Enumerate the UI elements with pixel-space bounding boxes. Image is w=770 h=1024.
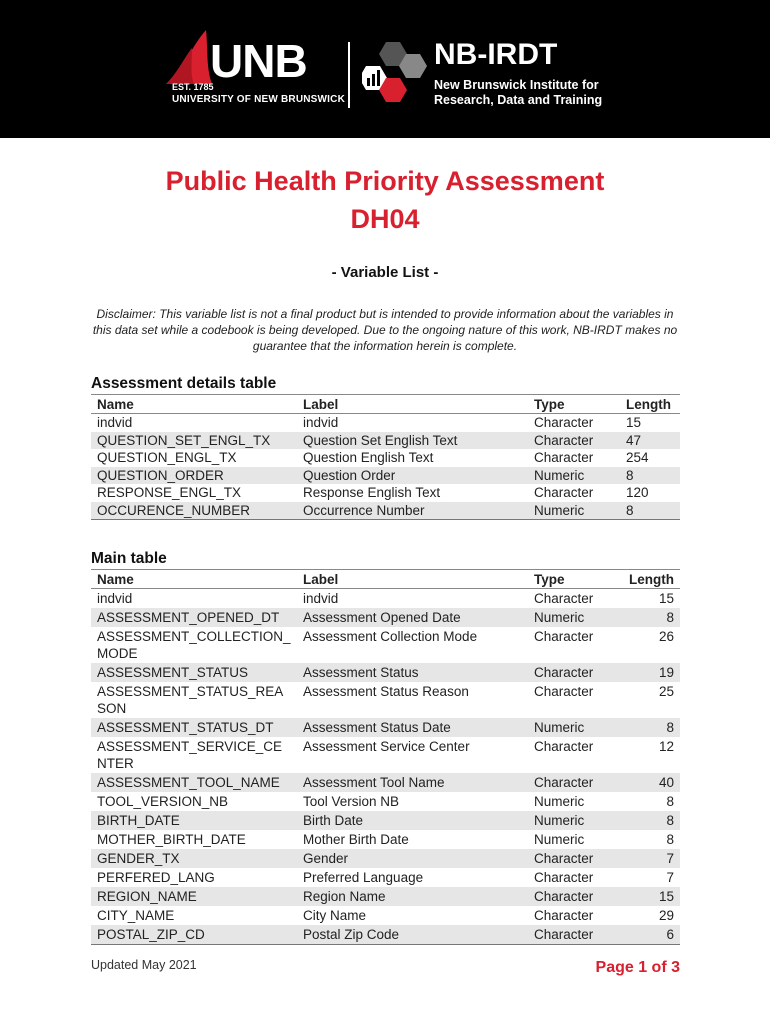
cell-label: Tool Version NB — [303, 794, 400, 809]
cell-name: CITY_NAME — [97, 908, 175, 923]
assessment-details-table — [91, 394, 680, 520]
cell-label: Preferred Language — [303, 870, 424, 885]
cell-type: Character — [534, 485, 594, 500]
header-banner — [0, 0, 770, 138]
table-row — [91, 467, 680, 485]
cell-label: Question Order — [297, 467, 528, 485]
cell-type: Character — [534, 684, 594, 699]
table-row — [91, 792, 680, 811]
document-code: DH04 — [350, 204, 420, 234]
cell-name: REGION_NAME — [91, 887, 297, 906]
cell-label: Assessment Status Date — [297, 718, 528, 737]
column-header-name: Name — [91, 570, 297, 589]
cell-type: Character — [534, 591, 594, 606]
cell-label: Assessment Tool Name — [297, 773, 528, 792]
cell-label: Postal Zip Code — [297, 925, 528, 945]
table-row — [91, 811, 680, 830]
main-table — [91, 569, 680, 945]
nbirdt-wordmark: NB-IRDT — [434, 38, 558, 71]
cell-name: POSTAL_ZIP_CD — [91, 925, 297, 945]
table-row — [91, 682, 680, 718]
cell-length: 120 — [626, 485, 649, 500]
cell-label: indvid — [303, 591, 339, 606]
cell-type: Numeric — [528, 467, 620, 485]
table-row — [91, 925, 680, 945]
cell-type: Character — [528, 887, 620, 906]
table-row — [91, 887, 680, 906]
table-row — [91, 502, 680, 520]
cell-name: TOOL_VERSION_NB — [97, 794, 229, 809]
table-row — [91, 663, 680, 682]
cell-type: Character — [534, 450, 594, 465]
table-row — [91, 608, 680, 627]
cell-length: 8 — [620, 811, 680, 830]
cell-label: Assessment Status — [297, 663, 528, 682]
cell-type: Numeric — [534, 832, 585, 847]
cell-label: City Name — [303, 908, 367, 923]
cell-length: 8 — [620, 718, 680, 737]
column-header-label: Label — [297, 395, 528, 414]
cell-length: 47 — [620, 432, 680, 450]
cell-name: ASSESSMENT_STATUS — [91, 663, 297, 682]
cell-length: 12 — [658, 739, 674, 754]
document-title: Public Health Priority Assessment — [165, 166, 605, 196]
table-row — [91, 589, 680, 609]
cell-type: Character — [534, 870, 594, 885]
cell-name: BIRTH_DATE — [91, 811, 297, 830]
table-row — [91, 773, 680, 792]
column-header-length: Length — [620, 395, 680, 414]
table-row — [91, 484, 680, 502]
logo-divider — [348, 42, 350, 108]
document-subtitle: - Variable List - — [331, 264, 439, 281]
cell-label: Occurrence Number — [297, 502, 528, 520]
cell-type: Numeric — [528, 718, 620, 737]
cell-type: Character — [528, 925, 620, 945]
cell-length: 15 — [620, 887, 680, 906]
cell-length: 26 — [658, 629, 674, 644]
table-row — [91, 737, 680, 773]
cell-length: 7 — [620, 849, 680, 868]
cell-name: GENDER_TX — [91, 849, 297, 868]
cell-type: Numeric — [528, 811, 620, 830]
cell-type: Numeric — [534, 794, 585, 809]
cell-name: MOTHER_BIRTH_DATE — [97, 832, 246, 847]
cell-type: Numeric — [528, 502, 620, 520]
cell-type: Character — [534, 908, 594, 923]
cell-length: 254 — [626, 450, 649, 465]
cell-label: Question Set English Text — [297, 432, 528, 450]
table-row — [91, 830, 680, 849]
table-row — [91, 414, 680, 432]
cell-label: Gender — [297, 849, 528, 868]
cell-name: QUESTION_ENGL_TX — [97, 450, 237, 465]
cell-name: ASSESSMENT_OPENED_DT — [91, 608, 297, 627]
table-header-row — [91, 395, 680, 414]
cell-name: ASSESSMENT_TOOL_NAME — [91, 773, 297, 792]
table-row — [91, 627, 680, 663]
cell-label: Mother Birth Date — [303, 832, 409, 847]
column-header-name: Name — [91, 395, 297, 414]
column-header-type: Type — [528, 395, 620, 414]
cell-name: indvid — [97, 591, 133, 606]
cell-name: QUESTION_SET_ENGL_TX — [91, 432, 297, 450]
unb-established: EST. 1785 — [172, 82, 214, 92]
cell-type: Character — [534, 739, 594, 754]
cell-length: 19 — [620, 663, 680, 682]
page-number: Page 1 of 3 — [595, 959, 680, 976]
cell-label: Response English Text — [303, 485, 441, 500]
cell-length: 6 — [620, 925, 680, 945]
cell-length: 15 — [658, 591, 674, 606]
logo-group — [162, 28, 622, 118]
updated-date: Updated May 2021 — [91, 958, 197, 972]
cell-label: Assessment Collection Mode — [303, 629, 478, 644]
cell-type: Character — [528, 432, 620, 450]
cell-name: ASSESSMENT_STATUS_DT — [91, 718, 297, 737]
table-row — [91, 432, 680, 450]
cell-length: 29 — [658, 908, 674, 923]
table-row — [91, 868, 680, 887]
cell-type: Character — [528, 849, 620, 868]
table-row — [91, 906, 680, 925]
cell-length: 8 — [666, 832, 674, 847]
cell-length: 7 — [666, 870, 674, 885]
column-header-length: Length — [620, 570, 680, 589]
cell-label: Assessment Opened Date — [297, 608, 528, 627]
cell-length: 8 — [620, 502, 680, 520]
cell-length: 8 — [666, 794, 674, 809]
cell-name: ASSESSMENT_SERVICE_CENTER — [97, 739, 283, 771]
cell-type: Character — [534, 415, 594, 430]
unb-wordmark: UNB — [210, 35, 307, 87]
cell-length: 40 — [620, 773, 680, 792]
unb-full-name: UNIVERSITY OF NEW BRUNSWICK — [172, 94, 345, 105]
table-header-row — [91, 570, 680, 589]
cell-label: indvid — [303, 415, 339, 430]
cell-type: Character — [528, 663, 620, 682]
column-header-type: Type — [528, 570, 620, 589]
cell-label: Question English Text — [303, 450, 434, 465]
cell-length: 8 — [620, 608, 680, 627]
nbirdt-full-name: New Brunswick Institute for Research, Data and Training — [434, 78, 603, 107]
cell-label: Region Name — [297, 887, 528, 906]
cell-type: Numeric — [528, 608, 620, 627]
table1-title: Assessment details table — [91, 375, 277, 392]
nbirdt-hex-logo-icon — [362, 40, 428, 106]
cell-name: indvid — [97, 415, 133, 430]
cell-name: RESPONSE_ENGL_TX — [97, 485, 242, 500]
table-row — [91, 849, 680, 868]
cell-length: 25 — [658, 684, 674, 699]
cell-label: Assessment Status Reason — [303, 684, 469, 699]
cell-name: QUESTION_ORDER — [91, 467, 297, 485]
cell-label: Birth Date — [297, 811, 528, 830]
table-row — [91, 449, 680, 467]
cell-type: Character — [528, 773, 620, 792]
cell-name: PERFERED_LANG — [97, 870, 215, 885]
disclaimer-text: Disclaimer: This variable list is not a final product but is intended to provide information about the variables in this data set while a codebook is being developed. Due to the ongoing nature of this work, NB-IRDT makes no guarantee that the information herein is complete. — [92, 307, 678, 353]
cell-length: 15 — [626, 415, 642, 430]
cell-label: Assessment Service Center — [303, 739, 470, 754]
table2-title: Main table — [91, 550, 167, 567]
cell-name: ASSESSMENT_STATUS_REASON — [97, 684, 284, 716]
cell-name: OCCURENCE_NUMBER — [91, 502, 297, 520]
column-header-label: Label — [297, 570, 528, 589]
cell-length: 8 — [620, 467, 680, 485]
table-row — [91, 718, 680, 737]
cell-type: Character — [534, 629, 594, 644]
cell-name: ASSESSMENT_COLLECTION_MODE — [97, 629, 291, 661]
